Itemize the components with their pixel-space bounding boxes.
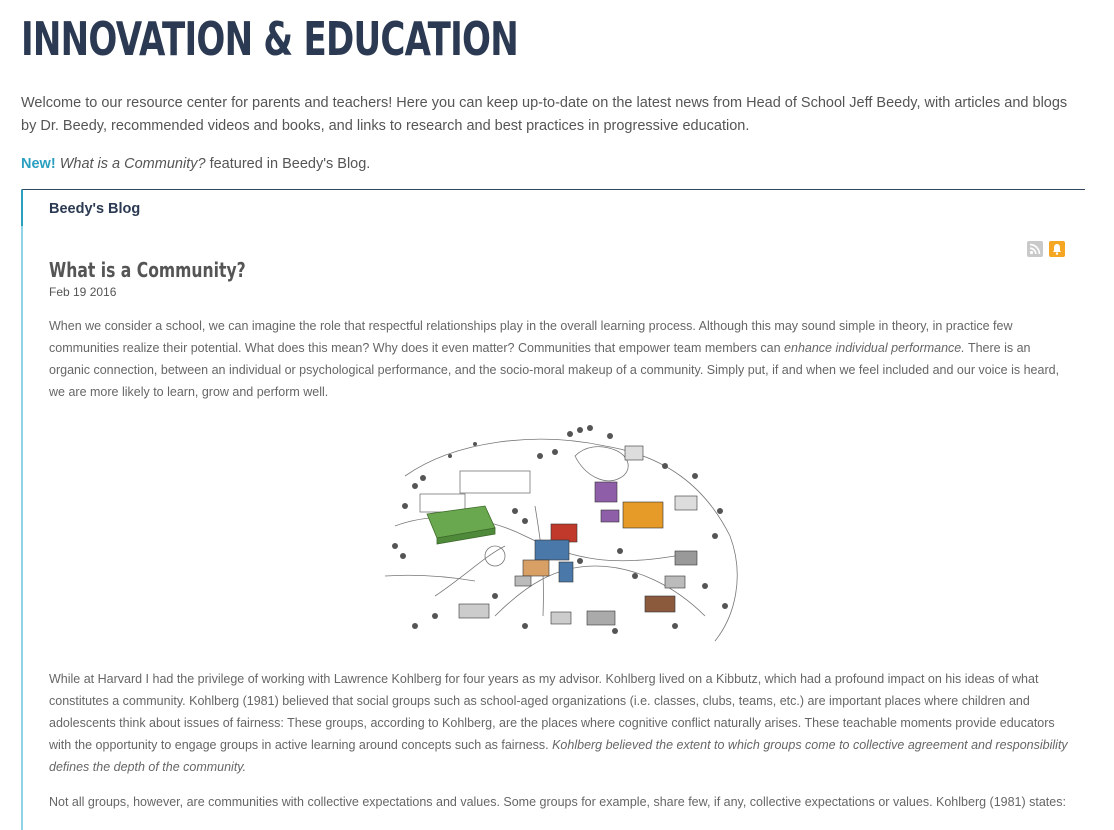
campus-map-image <box>375 416 747 648</box>
paragraph-1-text-end: There is an organic connection, between an individual or psychological performance, and the socio-moral makeup of a community. Simply put, if and when we feel included and our voice is heard, we are more likely to learn, grow and perform well. <box>49 341 1060 399</box>
active-tab-accent <box>21 190 23 226</box>
post-paragraph-1 <box>49 315 1074 403</box>
post-paragraph-2 <box>49 668 1074 778</box>
rss-icon[interactable] <box>1027 241 1043 257</box>
paragraph-2-text: While at Harvard I had the privilege of working with Lawrence Kohlberg for four years as my advisor. Kohlberg lived on a Kibbutz, which had a profound impact on his ideas of what constitutes a community. Kohlberg (1981) believed that social groups such as school-aged organizations (i.e. classes, clubs, teams, etc.) are important places where children and adolescents think about issues of fairness: These groups, according to Kohlberg, are the places where cognitive conflict naturally arises. These teachable moments provide educators with the opportunity to engage groups in active learning around concepts such as fairness. <box>49 672 1055 752</box>
announcement-suffix: featured in Beedy's Blog. <box>205 156 371 172</box>
blog-tab[interactable]: Beedy's Blog <box>49 201 141 217</box>
paragraph-1-text: When we consider a school, we can imagine the role that respectful relationships play in the overall learning process. Although this may sound simple in theory, in practice few communities realize their potential. What does this mean? Why does it even matter? Communities that empower team members can <box>49 319 1013 355</box>
intro-text: Welcome to our resource center for parents and teachers! Here you can keep up-to-date on the latest news from Head of School Jeff Beedy, with articles and blogs by Dr. Beedy, recommended videos and books, and links to research and best practices in progressive education. <box>21 95 1068 134</box>
paragraph-2-emphasis: Kohlberg believed the extent to which groups come to collective agreement and responsibility defines the depth of the community. <box>49 738 1068 774</box>
announcement-post-link[interactable]: What is a Community? <box>59 156 206 172</box>
page-title: INNOVATION & EDUCATION <box>21 12 518 66</box>
announcement <box>21 153 370 175</box>
bell-icon[interactable] <box>1049 241 1065 257</box>
post-paragraph-3: Not all groups, however, are communities with collective expectations and values. Some groups for example, share few, if any, collective expectations or values. Kohlberg (1981) states: <box>49 795 1066 809</box>
new-badge: New! <box>21 156 56 172</box>
paragraph-1-emphasis: enhance individual performance. <box>784 341 965 355</box>
post-title[interactable]: What is a Community? <box>49 258 246 282</box>
blog-panel <box>21 189 1085 830</box>
post-date: Feb 19 2016 <box>49 285 117 299</box>
